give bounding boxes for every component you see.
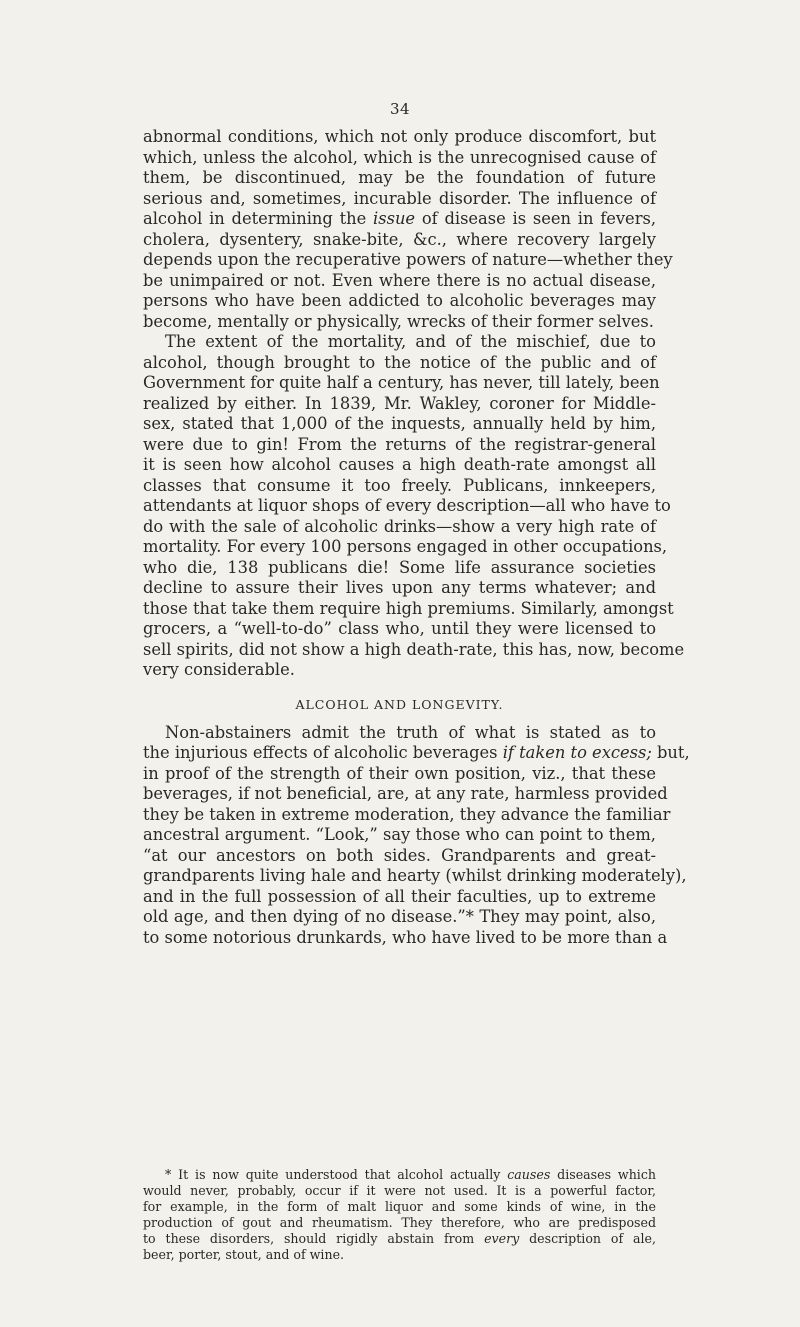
text-line: to some notorious drunkards, who have lived to be more than a [143, 927, 668, 947]
footnote [143, 1167, 656, 1263]
text-line: “at our ancestors on both sides. Grandparents and great- [143, 845, 656, 865]
text-line: grandparents living hale and hearty (whilst drinking moderately), [143, 866, 687, 885]
page-number: 34 [389, 100, 411, 118]
footnote-line: * It is now quite understood that alcohol actually causes diseases which [165, 1167, 656, 1182]
text-line: alcohol in determining the issue of disease is seen in fevers, [143, 209, 657, 228]
text-line: realized by either. In 1839, Mr. Wakley, coroner for Middle- [143, 393, 656, 413]
italic-text: causes [507, 1167, 551, 1182]
text-line: be unimpaired or not. Even where there is no actual disease, [143, 270, 656, 290]
text-line: beverages, if not beneficial, are, at any rate, harmless provided [143, 784, 668, 803]
italic-text: if taken to excess; [502, 743, 652, 762]
main-text [143, 127, 690, 948]
paragraph-1 [143, 127, 673, 332]
text-line: abnormal conditions, which not only produce discomfort, but [143, 127, 656, 146]
text-line: persons who have been addicted to alcoholic beverages may [143, 291, 656, 310]
text-line: The extent of the mortality, and of the mischief, due to [165, 332, 656, 351]
text-line: who die, 138 publicans die! Some life assurance societies [143, 557, 656, 577]
text-line: decline to assure their lives upon any terms whatever; and [143, 578, 656, 597]
footnote-line: to these disorders, should rigidly abstain from every description of ale, [143, 1231, 656, 1246]
text-line: Non-abstainers admit the truth of what is stated as to [165, 722, 656, 742]
footnote-line: would never, probably, occur if it were not used. It is a powerful factor, [143, 1183, 656, 1198]
text-line: serious and, sometimes, incurable disorder. The influence of [143, 188, 656, 208]
text-line: and in the full possession of all their faculties, up to extreme [143, 886, 656, 906]
text-line: grocers, a “well-to-do” class who, until they were licensed to [143, 619, 656, 638]
footnote-line: beer, porter, stout, and of wine. [143, 1247, 345, 1262]
paragraph-2 [143, 332, 685, 681]
footnote-line: production of gout and rheumatism. They therefore, who are predisposed [143, 1215, 656, 1230]
text-line: them, be discontinued, may be the foundation of future [143, 168, 656, 187]
text-line: classes that consume it too freely. Publicans, innkeepers, [143, 475, 656, 495]
italic-text: issue [373, 209, 416, 228]
text-line: it is seen how alcohol causes a high death-rate amongst all [143, 455, 656, 474]
text-line: were due to gin! From the returns of the registrar-general [143, 434, 656, 454]
section-heading: ALCOHOL AND LONGEVITY. [295, 696, 504, 712]
text-line: attendants at liquor shops of every description—all who have to [143, 496, 671, 515]
paragraph-3 [143, 722, 690, 949]
text-line: Government for quite half a century, has never, till lately, been [143, 373, 660, 392]
text-line: sex, stated that 1,000 of the inquests, annually held by him, [143, 414, 656, 433]
text-line: mortality. For every 100 persons engaged in other occupations, [143, 537, 668, 556]
text-line: alcohol, though brought to the notice of the public and of [143, 352, 656, 372]
text-line: old age, and then dying of no disease.”* They may point, also, [143, 907, 656, 926]
text-line: those that take them require high premiums. Similarly, amongst [143, 598, 674, 618]
text-line: do with the sale of alcoholic drinks—show a very high rate of [143, 516, 656, 536]
text-line: become, mentally or physically, wrecks of their former selves. [143, 311, 654, 331]
text-line: depends upon the recuperative powers of nature—whether they [143, 250, 673, 269]
text-line: very considerable. [143, 660, 295, 679]
text-line: they be taken in extreme moderation, they advance the familiar [143, 804, 671, 824]
italic-text: every [484, 1231, 520, 1246]
footnote-line: for example, in the form of malt liquor and some kinds of wine, in the [143, 1199, 656, 1214]
text-line: the injurious effects of alcoholic beverages if taken to excess; but, [143, 743, 690, 762]
text-line: sell spirits, did not show a high death-rate, this has, now, become [143, 639, 685, 659]
text-line: cholera, dysentery, snake-bite, &c., where recovery largely [143, 229, 656, 249]
text-line: ancestral argument. “Look,” say those who can point to them, [143, 825, 656, 844]
text-line: which, unless the alcohol, which is the unrecognised cause of [143, 147, 656, 167]
text-line: in proof of the strength of their own position, viz., that these [143, 763, 656, 783]
